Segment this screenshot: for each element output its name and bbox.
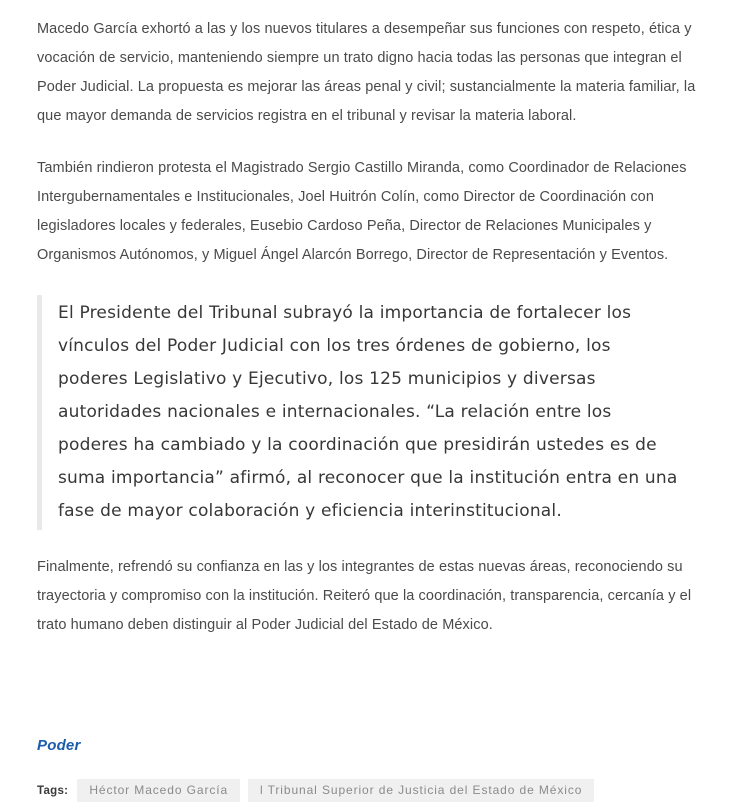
tags-row: [0, 779, 732, 802]
tags-label: Tags:: [37, 784, 69, 797]
article-paragraph-1: Macedo García exhortó a las y los nuevos titulares a desempeñar sus funciones con respeto, ética y vocación de servicio, manteniendo siempre un trato digno hacia todas las personas que integran el Poder Judicial. La propuesta es mejorar las áreas penal y civil; sustancialmente la materia familiar, la que mayor demanda de servicios registra en el tribunal y revisar la materia laboral.: [37, 21, 696, 124]
category-link-poder[interactable]: Poder: [37, 737, 81, 754]
tag-chip-tribunal-superior[interactable]: l Tribunal Superior de Justicia del Estado de México: [248, 779, 594, 802]
category-row: [0, 737, 732, 755]
article-blockquote: El Presidente del Tribunal subrayó la importancia de fortalecer los vínculos del Poder Judicial con los tres órdenes de gobierno, los poderes Legislativo y Ejecutivo, los 125 municipios y diversas autoridades nacionales e internacionales. “La relación entre los poderes ha cambiado y la coordinación que presidirán ustedes es de suma importancia” afirmó, al reconocer que la institución entra en una fase de mayor colaboración y eficiencia interinstitucional.: [37, 295, 696, 530]
article-paragraph-2: También rindieron protesta el Magistrado Sergio Castillo Miranda, como Coordinador de Relaciones Intergubernamentales e Institucionales, Joel Huitrón Colín, como Director de Coordinación con legisladores locales y federales, Eusebio Cardoso Peña, Director de Relaciones Municipales y Organismos Autónomos, y Miguel Ángel Alarcón Borrego, Director de Representación y Eventos.: [37, 160, 687, 263]
tag-chip-hector-macedo-garcia[interactable]: Héctor Macedo García: [77, 779, 240, 802]
article-paragraph-3: Finalmente, refrendó su confianza en las y los integrantes de estas nuevas áreas, reconociendo su trayectoria y compromiso con la institución. Reiteró que la coordinación, transparencia, cercanía y el trato humano deben distinguir al Poder Judicial del Estado de México.: [37, 559, 692, 633]
